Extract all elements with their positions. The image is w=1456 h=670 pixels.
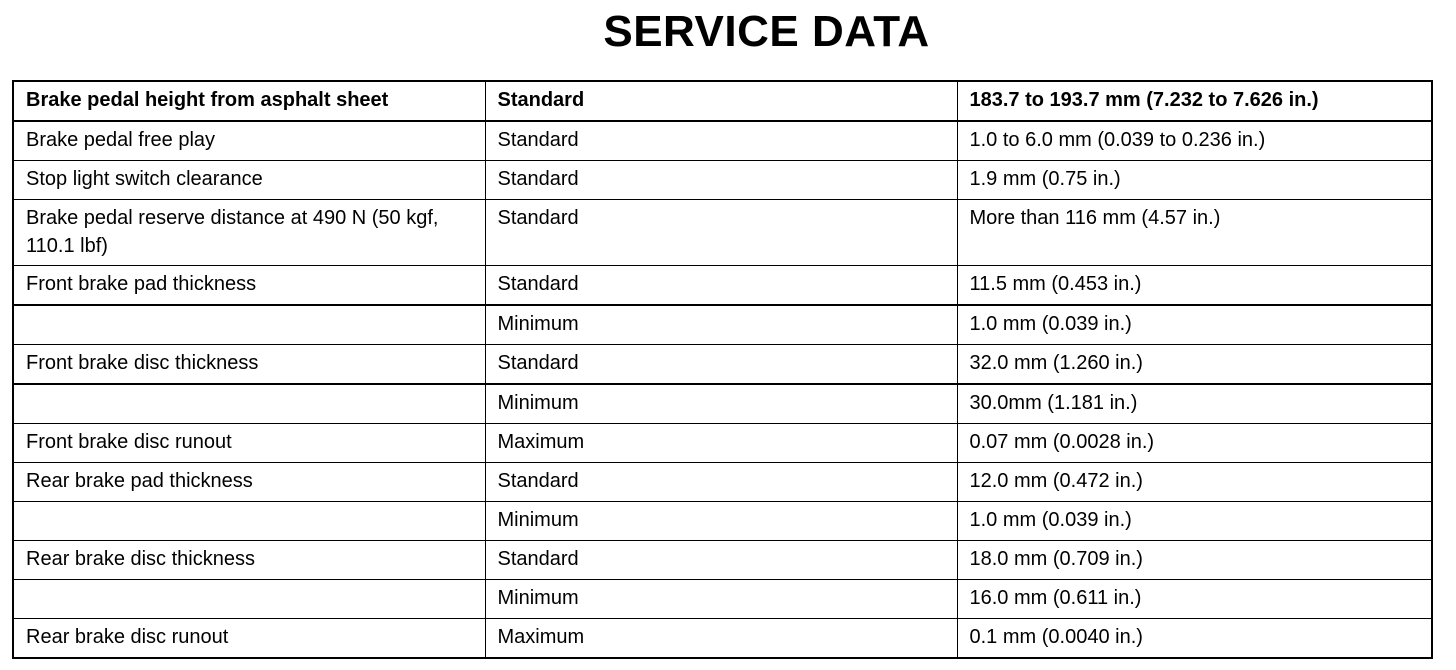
type-cell: Minimum	[485, 502, 957, 541]
value-cell: 1.0 mm (0.039 in.)	[957, 502, 1432, 541]
page-title: SERVICE DATA	[603, 7, 930, 56]
value-cell: 32.0 mm (1.260 in.)	[957, 345, 1432, 385]
type-cell: Minimum	[485, 384, 957, 424]
value-cell: 30.0mm (1.181 in.)	[957, 384, 1432, 424]
value-cell: 1.9 mm (0.75 in.)	[957, 161, 1432, 200]
value-cell: 16.0 mm (0.611 in.)	[957, 580, 1432, 619]
table-row	[13, 345, 1432, 385]
type-cell: Standard	[485, 266, 957, 306]
item-cell: Brake pedal reserve distance at 490 N (50 kgf, 110.1 lbf)	[13, 200, 485, 266]
type-cell: Standard	[485, 121, 957, 161]
type-cell: Standard	[485, 463, 957, 502]
item-cell	[13, 502, 485, 541]
item-cell	[13, 305, 485, 345]
table-row	[13, 161, 1432, 200]
table-row	[13, 424, 1432, 463]
type-cell: Minimum	[485, 305, 957, 345]
value-cell: 0.07 mm (0.0028 in.)	[957, 424, 1432, 463]
table-header-row	[13, 81, 1432, 121]
table-row	[13, 580, 1432, 619]
item-cell: Front brake disc thickness	[13, 345, 485, 385]
item-cell: Front brake disc runout	[13, 424, 485, 463]
value-cell: 18.0 mm (0.709 in.)	[957, 541, 1432, 580]
table-row	[13, 463, 1432, 502]
value-cell: More than 116 mm (4.57 in.)	[957, 200, 1432, 266]
type-cell: Standard	[485, 345, 957, 385]
type-cell: Maximum	[485, 424, 957, 463]
item-cell: Stop light switch clearance	[13, 161, 485, 200]
table-row	[13, 121, 1432, 161]
header-type-cell: Standard	[485, 81, 957, 121]
item-cell: Rear brake disc thickness	[13, 541, 485, 580]
value-cell: 12.0 mm (0.472 in.)	[957, 463, 1432, 502]
table-row	[13, 305, 1432, 345]
type-cell: Standard	[485, 541, 957, 580]
value-cell: 1.0 mm (0.039 in.)	[957, 305, 1432, 345]
table-row	[13, 619, 1432, 659]
service-data-table	[12, 80, 1433, 659]
table-row	[13, 384, 1432, 424]
type-cell: Standard	[485, 161, 957, 200]
type-cell: Standard	[485, 200, 957, 266]
item-cell: Rear brake pad thickness	[13, 463, 485, 502]
item-cell	[13, 384, 485, 424]
value-cell: 1.0 to 6.0 mm (0.039 to 0.236 in.)	[957, 121, 1432, 161]
table-row	[13, 266, 1432, 306]
table-row	[13, 502, 1432, 541]
type-cell: Minimum	[485, 580, 957, 619]
type-cell: Maximum	[485, 619, 957, 659]
table-row	[13, 541, 1432, 580]
header-value-cell: 183.7 to 193.7 mm (7.232 to 7.626 in.)	[957, 81, 1432, 121]
item-cell: Front brake pad thickness	[13, 266, 485, 306]
value-cell: 0.1 mm (0.0040 in.)	[957, 619, 1432, 659]
item-cell	[13, 580, 485, 619]
value-cell: 11.5 mm (0.453 in.)	[957, 266, 1432, 306]
item-cell: Brake pedal free play	[13, 121, 485, 161]
table-row	[13, 200, 1432, 266]
item-cell: Rear brake disc runout	[13, 619, 485, 659]
header-item-cell: Brake pedal height from asphalt sheet	[13, 81, 485, 121]
